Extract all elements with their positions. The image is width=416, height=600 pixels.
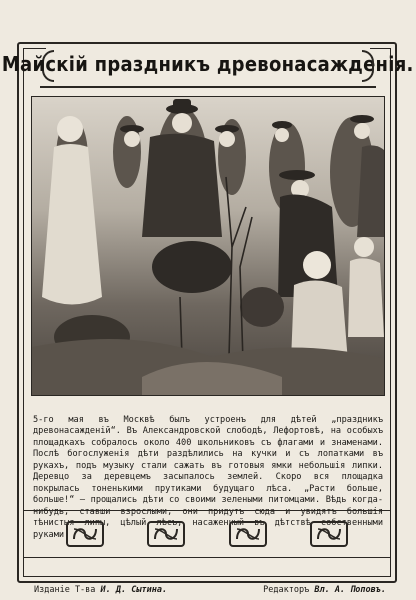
- caption-text: 5-го мая въ Москвѣ былъ устроенъ для дѣтей „праздникъ древонасажденій“. Въ Александровской слободѣ, Лефортовѣ, на особыхъ площадкахъ собралось около 400 школьниковъ съ флагами и знаменами. Послѣ богослуженія дѣти раздѣлились на кучки и съ лопатками въ рукахъ, подъ музыку стали сажать въ готовыя ямки небольшія липки. Деревцо за деревцемъ засыпалось землей. Скоро вся площадка покрылась тоненькими прутиками будущаго лѣса. „Расти больше, больше!“ — прощались дѣти со своими зелеными питомцами. Вѣдь когда-нибудь, ставши взрослыми, они придутъ сюда и увидятъ большія тѣнистыя липы, цѣлый лѣсъ, насаженный въ дѣтствѣ собственными руками!: [33, 414, 383, 540]
- publisher-credit: [34, 585, 167, 595]
- publisher-name: И. Д. Сытина.: [100, 585, 168, 595]
- photograph-tree-planting: [31, 96, 385, 396]
- ornament-knot-icon: [66, 521, 104, 547]
- photo-illustration: [32, 97, 385, 396]
- title-cartouche: [2, 44, 414, 84]
- ornament-band: [23, 510, 391, 558]
- page-title: Майскій праздникъ древонасажденія.: [2, 52, 414, 76]
- editor-name: Вл. А. Поповъ.: [314, 585, 386, 595]
- ornament-knot-icon: [147, 521, 185, 547]
- title-rule: [40, 86, 376, 88]
- editor-prefix: Редакторъ: [263, 585, 310, 595]
- ornament-knot-icon: [229, 521, 267, 547]
- ornament-knot-icon: [310, 521, 348, 547]
- editor-credit: [263, 585, 386, 595]
- publisher-prefix: Изданіе Т-ва: [34, 585, 96, 595]
